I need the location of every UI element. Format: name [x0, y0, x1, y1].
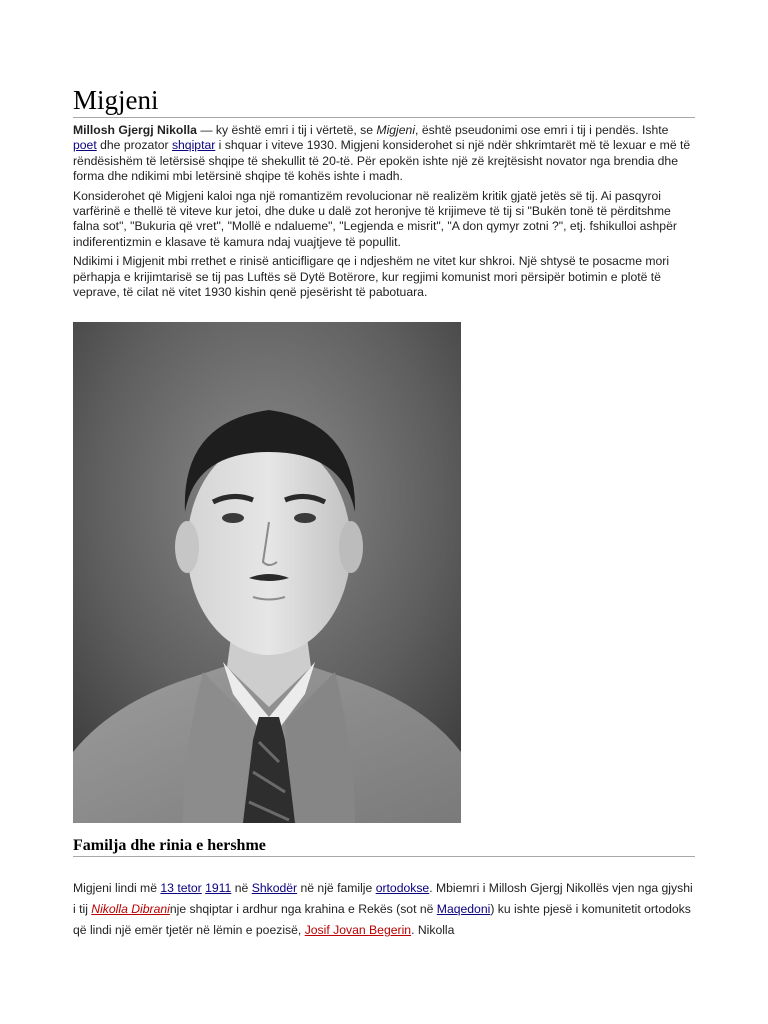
- text-run: i shquar i viteve 1930. Migjeni konsiderohet si një ndër shkrimtarët më të lexuar e më të rëndësishëm të letërsisë shqipe të shekullit të 20-të. Për epokën ishte një zë krejtësisht novator nga brendia dhe forma dhe ndikimi mbi letërsinë shqipe të kohës ishte i madh.: [73, 138, 691, 184]
- text-run: — ky është emri i tij i vërtetë, se: [196, 123, 377, 137]
- text-run: . Mbiemri i Millosh Gjergj Nikollës vjen nga gjyshi i tij: [73, 881, 693, 916]
- link-ortodokse[interactable]: ortodokse: [375, 881, 430, 895]
- intro-section: [73, 123, 695, 304]
- page-title: Migjeni: [73, 84, 695, 118]
- pseudonym: Migjeni: [376, 123, 416, 137]
- link-birth-date[interactable]: 13 tetor: [160, 881, 202, 895]
- paragraph-realism: Konsiderohet që Migjeni kaloi nga një romantizëm revolucionar në realizëm kritik gjatë jetës së tij. Ai pasqyroi varfërinë e thellë të viteve kur jetoi, dhe duke u dalë zot heronjve të krijimeve të tij si "Bukën tonë të përditshme falna sot", "Bukuria që vret", "Mollë e ndalueme", "Legjenda e misrit", "A don qymyr zotni ?", etj. fshikulloi ashpër indiferentizmin e klasave të kamura ndaj vuajtjeve të popullit.: [73, 188, 677, 249]
- text-run: dhe prozator: [96, 138, 172, 153]
- subject-name: Millosh Gjergj Nikolla: [73, 123, 197, 137]
- link-nikolla-dibrani[interactable]: Nikolla Dibrani: [91, 902, 170, 916]
- text-run: në një familje: [297, 881, 376, 895]
- link-shqiptar[interactable]: shqiptar: [171, 138, 216, 153]
- text-run: në: [231, 881, 252, 895]
- text-run: , është pseudonimi ose emri i tij i pendës. Ishte: [415, 123, 669, 137]
- intro-paragraph: [73, 123, 695, 185]
- link-josif-jovan-begeri[interactable]: Josif Jovan Begerin: [304, 923, 412, 937]
- text-run: . Nikolla: [411, 923, 455, 937]
- text-run: nje shqiptar i ardhur nga krahina e Rekës (sot në: [169, 902, 437, 916]
- family-paragraph: [73, 878, 695, 941]
- text-run: ) ku ishte pjesë i komunitetit ortodoks që lindi një emër tjetër në lëmin e poezisë,: [73, 902, 691, 937]
- link-maqedoni[interactable]: Maqedoni: [436, 902, 491, 916]
- link-birth-year[interactable]: 1911: [205, 881, 232, 895]
- section-heading: Familja dhe rinia e hershme: [73, 836, 695, 857]
- family-section: [73, 878, 695, 941]
- link-poet[interactable]: poet: [73, 138, 97, 153]
- portrait-photo: [73, 322, 461, 823]
- text-run: Migjeni lindi më: [73, 881, 161, 895]
- link-shkoder[interactable]: Shkodër: [251, 881, 298, 895]
- paragraph-influence: Ndikimi i Migjenit mbi rrethet e rinisë anticifligare qe i ndjeshëm ne vitet kur shkroi. Një shtysë te posacme mori përhapja e krijimtarisë se tij pas Luftës së Dytë Botërore, kur regjimi komunist mori përsipër botimin e plotë të veprave, të cilat në vitet 1930 kishin qenë pjesërisht të pabotuara.: [73, 254, 670, 300]
